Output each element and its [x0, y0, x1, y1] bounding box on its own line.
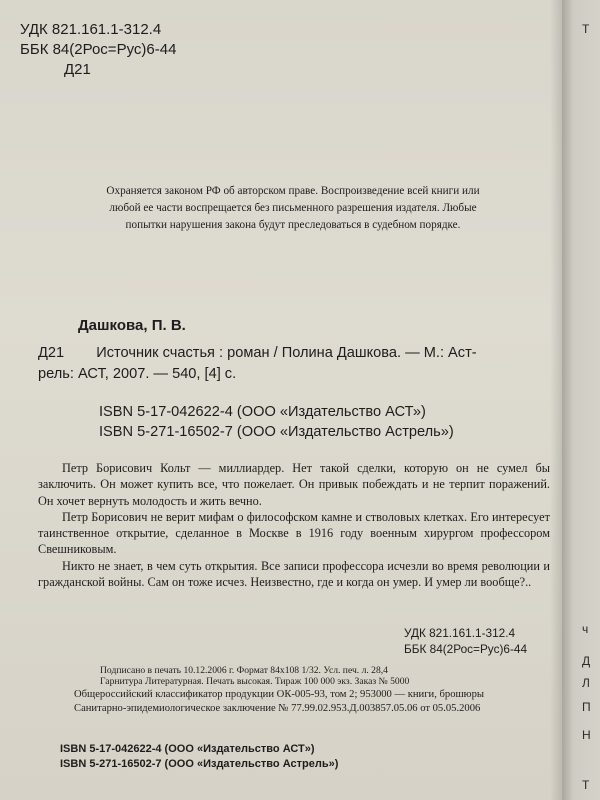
isbn-astrel: ISBN 5-271-16502-7 (ООО «Издательство Астрель») — [99, 424, 454, 440]
isbn-list — [99, 402, 454, 442]
author-mark: Д21 — [64, 61, 91, 78]
bibliographic-entry — [38, 343, 477, 385]
imprint-line: Гарнитура Литературная. Печать высокая. Тираж 100 000 экз. Заказ № 5000 — [100, 676, 410, 687]
annotation — [38, 460, 550, 590]
print-imprint — [100, 665, 409, 687]
classifier-line: Общероссийский классификатор продукции ОК-005-93, том 2; 953000 — книги, брошюры — [74, 689, 484, 700]
page-fragment: Н — [582, 728, 591, 742]
isbn-list-bottom — [60, 742, 338, 772]
bbk-code: ББК 84(2Рос=Рус)6-44 — [20, 41, 177, 58]
sanitary-line: Санитарно-эпидемиологическое заключение № 77.99.02.953.Д.003857.05.06 от 05.05.2006 — [74, 702, 481, 714]
isbn-ast-bottom: ISBN 5-17-042622-4 (ООО «Издательство АСТ») — [60, 743, 315, 755]
page-fragment: ч — [582, 622, 589, 636]
bbk-code-bottom: ББК 84(2Рос=Рус)6-44 — [404, 642, 528, 656]
adjacent-page-edge — [562, 0, 600, 800]
annotation-paragraph: Петр Борисович Кольт — миллиардер. Нет такой сделки, которую он не сумел бы заключить. Он может купить все, что пожелает. Он привык побеждать и не терпит поражений. Он хочет вернуть молодость и жить вечно. — [38, 461, 550, 508]
copyright-notice: Охраняется законом РФ об авторском праве. Воспроизведение всей книги или любой ее части воспрещается без письменного разрешения издателя. Любые попытки нарушения закона будут преследоваться в судебном порядке. — [106, 185, 480, 231]
classification-codes-bottom — [404, 625, 527, 657]
isbn-ast: ISBN 5-17-042622-4 (ООО «Издательство АСТ») — [99, 404, 426, 420]
entry-code: Д21 — [38, 345, 65, 361]
annotation-paragraph: Петр Борисович не верит мифам о философском камне и стволовых клетках. Его интересует таинственное открытие, сделанное в Москве в 1916 году военным хирургом профессором Свешниковым. — [38, 509, 550, 557]
product-classification — [74, 688, 484, 715]
author-heading: Дашкова, П. В. — [78, 317, 186, 334]
classification-codes-top — [20, 20, 176, 80]
imprint-line: Подписано в печать 10.12.2006 г. Формат 84х108 1/32. Усл. печ. л. 28,4 — [100, 665, 388, 676]
page-fragment: Т — [582, 778, 590, 792]
udk-code: УДК 821.161.1-312.4 — [20, 21, 162, 38]
entry-title-line: Источник счастья : роман / Полина Дашкова. — М.: Аст- — [96, 345, 477, 361]
udk-code-bottom: УДК 821.161.1-312.4 — [404, 626, 516, 640]
entry-publisher-line: рель: АСТ, 2007. — 540, [4] с. — [38, 366, 237, 382]
page-fragment: Т — [582, 22, 590, 36]
page-fragment: Л — [582, 676, 590, 690]
isbn-astrel-bottom: ISBN 5-271-16502-7 (ООО «Издательство Астрель») — [60, 758, 339, 770]
page-fragment: П — [582, 700, 591, 714]
annotation-paragraph: Никто не знает, в чем суть открытия. Все записи профессора исчезли во время революции и гражданской войны. Сам он тоже исчез. Неизвестно, где и когда он умер. И умер ли вообще?.. — [38, 558, 550, 590]
page-fragment: Д — [582, 654, 591, 668]
